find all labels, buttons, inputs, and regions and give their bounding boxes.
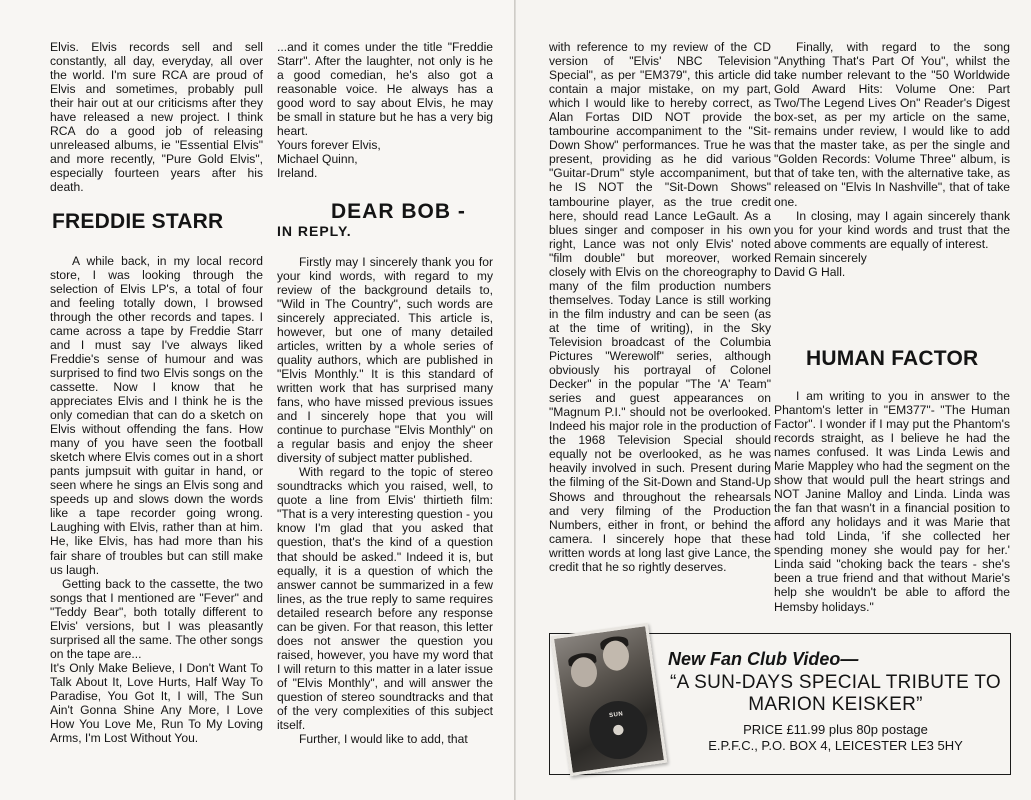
dear-bob-heading: DEAR BOB - [331, 200, 466, 224]
column-4 [774, 40, 1010, 614]
ad-kicker: New Fan Club Video— [668, 649, 859, 669]
signoff-line-1: Yours forever Elvis, [277, 138, 381, 153]
freddie-song-list: It's Only Make Believe, I Don't Want To Talk About It, Love Hurts, Half Way To Paradise, You Got It, I will, The Sun Ain't Gonna Shine Any More, I Love How You Love Me, Run To My Loving Arms, I'm Lost Without You. [50, 660, 263, 746]
anything-paragraph: Finally, with regard to the song "Anything That's Part Of You", whilst the take number relevant to the "50 Worldwide Gold Award Hits: Volume One: Part Two/The Legend Lives On" Reader's Digest box-set, as per my article on the same, remains under review, I would like to add that the master take, as per the single and "Golden Records: Volume Three" album, is that of take ten, with the alternative take, as released on "Elvis In Nashville", that of take one. [774, 40, 1010, 209]
column-2 [277, 40, 493, 746]
signoff-name: David G Hall. [774, 264, 846, 279]
ad-price: PRICE £11.99 plus 80p postage [743, 722, 928, 737]
closing-paragraph: In closing, may I again sincerely thank you for your kind words and trust that the above comments are equally of interest. [774, 208, 1010, 251]
column-3 [549, 40, 771, 574]
freddie-paragraph-2: Getting back to the cassette, the two songs that I mentioned are "Fever" and "Teddy Bear", both totally different to Elvis' versions, but I was pleasantly surprised all the same. The other songs on the tape are... [50, 576, 263, 661]
in-reply-subheading: IN REPLY. [277, 223, 352, 240]
freddie-paragraph-continued: ...and it comes under the title "Freddie Starr". After the laughter, not only is he a good comedian, he's also got a reasonable voice. He always has a good word to say about Elvis, he may be small in stature but he has a very big heart. [277, 40, 493, 139]
human-factor-heading: HUMAN FACTOR [806, 346, 979, 370]
dear-bob-paragraph-1: Firstly may I sincerely thank you for your kind words, with regard to my review of the background details to, "Wild in The Country", such words are sincerely appreciated. This article is, however, but one of many detailed articles, written by a whole series of quality authors, which are published in "Elvis Monthly." It is this standard of written work that has surprised many fans, who have missed previous issues and I sincerely hope that you will continue to purchase "Elvis Monthly" on a regular basis and enjoy the sheer diversity of subject matter published. [277, 254, 493, 466]
human-factor-paragraph: I am writing to you in answer to the Phantom's letter in "EM377"- "The Human Factor". I wonder if I may put the Phantom's records straight, as I believe he had the names confused. It was Linda Lewis and Marie Mappley who had the segment on the show that would pull the heart strings and NOT Janine Malloy and Linda. Linda was the fan that wasn't in a financial position to afford any holidays and it was Marie that had told Linda, 'if she collected her spending money she would pay for her.' Linda said "choking back the tears - she's been a true friend and that without Marie's help she wouldn't be able to afford the Hemsby holidays." [774, 388, 1010, 614]
ad-text-block [668, 648, 1003, 754]
signoff-place: Ireland. [277, 166, 318, 181]
right-page [516, 0, 1031, 800]
record-label: SUN [608, 711, 624, 720]
dear-bob-paragraph-2: With regard to the topic of stereo soundtracks which you raised, well, to quote a line from Elvis' thirtieth film: "That is a very interesting question - you know I'm glad that you asked that question, that's the kind of a question that should be asked." Indeed it is, but equally, it is a question of which the answer cannot be summarized in a few lines, as the true reply to same requires detailed research before any response can be given. For that reason, this letter does not answer the question you raised, however, you have my word that I will return to this matter in a later issue of "Elvis Monthly", and will answer the question of stereo soundtracks and that of the very complexities of this subject itself. [277, 465, 493, 733]
signoff-name: Michael Quinn, [277, 152, 358, 167]
freddie-starr-heading: FREDDIE STARR [52, 209, 224, 233]
left-page [0, 0, 515, 800]
column-1 [50, 40, 263, 745]
ad-title: “A SUN-DAYS SPECIAL TRIBUTE TO MARION KEISKER” [669, 672, 1002, 715]
dear-bob-paragraph-3: Further, I would like to add, that [299, 732, 468, 747]
elvis-photo-image [551, 623, 668, 776]
tambourine-paragraph: with reference to my review of the CD version of "Elvis' NBC Television Special", as per "EM379", this article did contain a major mistake, on my part, which I would like to hereby correct, as Alan Fortas DID NOT provide the tambourine accompaniment to the "Sit-Down Show" performances. True he was present, providing as he did various "Guitar-Drum" style accompaniment, but he IS NOT the "Sit-Down Shows" tambourine player, as the true credit here, should read Lance LeGault. As a blues singer and composer in his own right, Lance was not only Elvis' noted "film double" but moreover, worked closely with Elvis on the choreography to many of the film production numbers themselves. Today Lance is still working in the film industry and can be seen (as at the time of writing), in the Sky Television broadcast of the Columbia Pictures "Werewolf" series, although obviously his portrayal of Colonel Decker" in the popular "The 'A' Team" series and guest appearances on "Magnum P.I." should not be overlooked. Indeed his major role in the production of the 1968 Television Special should equally not be overlooked, as he was heavily involved in such. Present during the filming of the Sit-Down and Stand-Up Shows and throughout the rehearsals and very filming of the Production Numbers, either in front, or behind the camera. I sincerely hope that these written words at long last give Lance, the credit that he so rightly deserves. [549, 40, 771, 574]
fan-club-video-ad [549, 633, 1011, 775]
freddie-paragraph-1: A while back, in my local record store, I was looking through the selection of Elvis LP's, a total of four and feeling totally down, I browsed through the other records and tapes. I came across a tape by Freddie Starr and I must say I've always liked Freddie's sense of humour and was surprised to find two Elvis songs on the cassette. Now I know that he appreciates Elvis and I think he is the only comedian that can do a sketch on Elvis without offending the fans. How many of you have seen the football sketch where Elvis comes out in a short pants jumpsuit with guitar in hand, or seen where he sings an Elvis song and speeds up and slows down the words like a tape recorder going wrong. Laughing with Elvis, rather than at him. He, like Elvis, has had more than his fair share of troubles but can still make us laugh. [50, 253, 263, 577]
ad-address: E.P.F.C., P.O. BOX 4, LEICESTER LE3 5HY [708, 738, 963, 753]
intro-paragraph: Elvis. Elvis records sell and sell constantly, all day, everyday, all over the world. I'm sure RCA are proud of Elvis and sometimes, probably pull their hair out at our criticisms after they have released a new project. I think RCA do a good job of releasing unreleased albums, ie "Essential Elvis" and more recently, "Pure Gold Elvis", especially fourteen years after his death. [50, 40, 263, 195]
signoff-line-1: Remain sincerely [774, 250, 867, 265]
record-icon [586, 697, 652, 763]
